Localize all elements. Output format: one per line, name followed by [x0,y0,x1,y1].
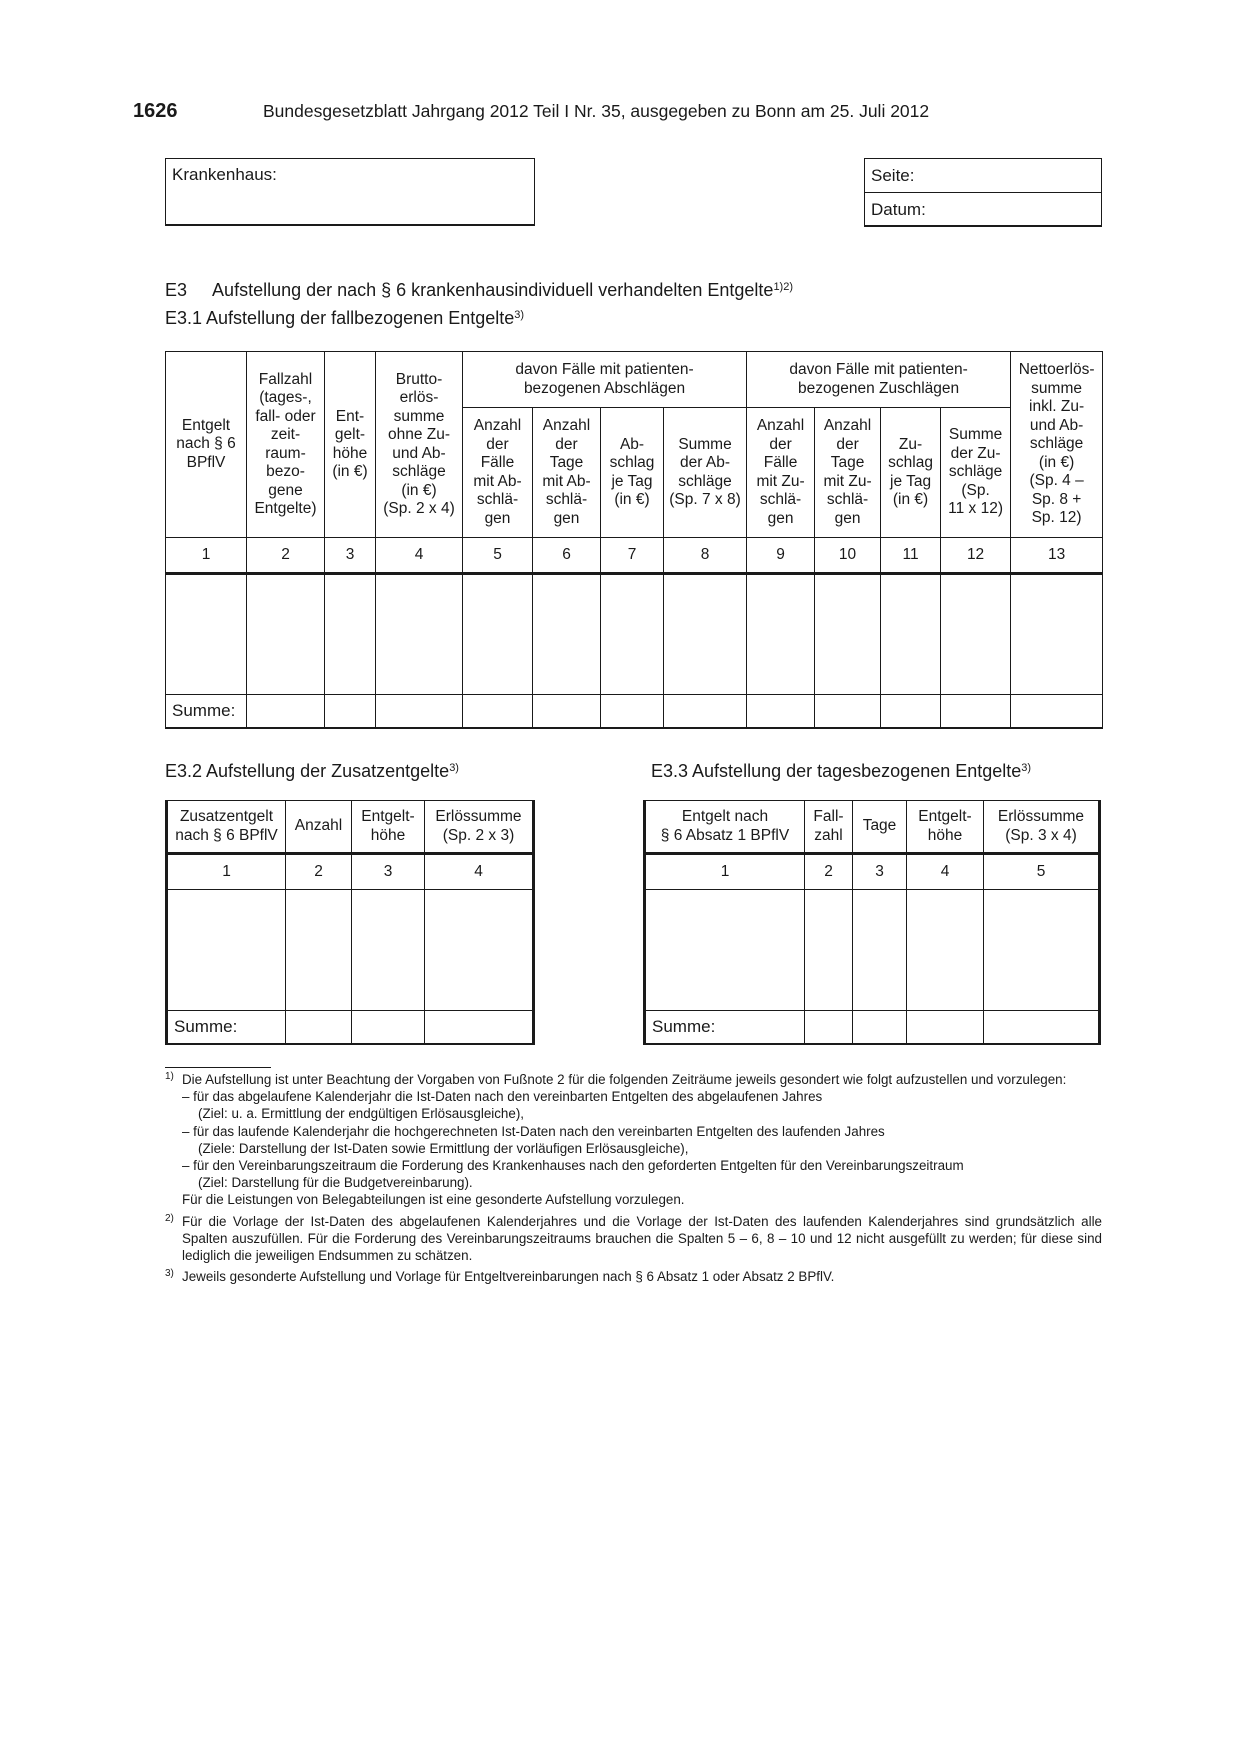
col-header-13: Nettoerlös- summe inkl. Zu- und Ab- schläge (in €) (Sp. 4 – Sp. 8 + Sp. 12) [1011,352,1103,538]
footnote-1-item: (Ziel: u. a. Ermittlung der endgültigen Erlösausgleiche), [198,1106,525,1122]
col-header-4: Brutto- erlös- summe ohne Zu- und Ab- schläge (in €) (Sp. 2 x 4) [376,352,463,538]
entry-cell[interactable] [601,574,664,695]
col-number: 4 [907,854,984,890]
heading-e3-text: Aufstellung der nach § 6 krankenhausindividuell verhandelten Entgelte [212,280,774,300]
sum-cell[interactable] [1011,695,1103,728]
krankenhaus-label: Krankenhaus: [172,165,277,184]
running-title: Bundesgesetzblatt Jahrgang 2012 Teil I Nr. 35, ausgegeben zu Bonn am 25. Juli 2012 [263,101,930,121]
entry-cell[interactable] [941,574,1011,695]
sum-cell[interactable] [463,695,533,728]
table-e32 [165,800,535,1045]
col-number: 10 [815,538,881,574]
sum-cell[interactable] [664,695,747,728]
entry-cell[interactable] [286,890,352,1011]
col-number: 11 [881,538,941,574]
col-number: 9 [747,538,815,574]
entry-cell[interactable] [166,574,247,695]
sum-cell[interactable] [941,695,1011,728]
table-e32-entry-row [167,890,534,1011]
footnote-1-item: – für das abgelaufene Kalenderjahr die Ist-Daten nach den vereinbarten Entgelten des abgelaufenen Jahres [182,1089,823,1105]
krankenhaus-field[interactable] [165,158,535,226]
entry-cell[interactable] [325,574,376,695]
sum-cell[interactable] [352,1011,425,1044]
table-e31-entry-row [166,574,1103,695]
entry-cell[interactable] [167,890,286,1011]
entry-cell[interactable] [815,574,881,695]
entry-cell[interactable] [352,890,425,1011]
heading-e31-ref: 3) [514,309,525,321]
entry-cell[interactable] [881,574,941,695]
datum-field[interactable]: Datum: [865,192,1101,226]
col-header-12: Summe der Zu- schläge (Sp. 11 x 12) [941,408,1011,538]
col-number: 5 [984,854,1100,890]
footnote-3-text: Jeweils gesonderte Aufstellung und Vorlage für Entgeltvereinbarungen nach § 6 Absatz 1 oder Absatz 2 BPflV. [182,1269,835,1285]
footnote-rule [165,1067,271,1068]
col-number: 1 [167,854,286,890]
footnotes [165,1071,1102,1289]
footnote-1-mark: 1) [165,1071,174,1082]
heading-e32 [165,761,459,782]
sum-cell[interactable] [286,1011,352,1044]
col-number: 5 [463,538,533,574]
sum-cell[interactable] [853,1011,907,1044]
footnote-1-item: (Ziele: Darstellung der Ist-Daten sowie Ermittlung der vorläufigen Erlösausgleiche), [198,1140,689,1156]
col-header-11: Zu- schlag je Tag (in €) [881,408,941,538]
entry-cell[interactable] [376,574,463,695]
seite-field[interactable]: Seite: [871,166,915,185]
sum-cell[interactable] [601,695,664,728]
entry-cell[interactable] [247,574,325,695]
sum-cell[interactable] [376,695,463,728]
group-header-zuschlaege: davon Fälle mit patienten- bezogenen Zuschlägen [747,352,1011,408]
footnote-1-item: – für das laufende Kalenderjahr die hochgerechneten Ist-Daten nach den vereinbarten Entgelten des laufenden Jahres [182,1123,885,1139]
sum-cell[interactable] [247,695,325,728]
entry-cell[interactable] [805,890,853,1011]
footnote-2 [165,1213,1102,1265]
heading-e31 [165,308,524,329]
sum-cell[interactable] [815,695,881,728]
footnote-1 [165,1071,1102,1209]
footnote-1-item: – für den Vereinbarungszeitraum die Forderung des Krankenhauses nach den geforderten Entgelten für den Vereinbarungszeitraum [182,1158,964,1174]
table-e33-sum-row [645,1011,1100,1044]
col-header-2: Fall- zahl [805,801,853,854]
heading-e31-text: E3.1 Aufstellung der fallbezogenen Entgelte [165,308,515,328]
footnote-1-item: (Ziel: Darstellung für die Budgetvereinbarung). [198,1175,473,1191]
col-number: 13 [1011,538,1103,574]
col-header-1: Zusatzentgelt nach § 6 BPflV [167,801,286,854]
footnote-2-text: Für die Vorlage der Ist-Daten des abgelaufenen Kalenderjahres und die Vorlage der Ist-Daten des laufenden Kalenderjahres sind grundsätzlich alle Spalten auszufüllen. Für die Forderung des Vereinbarungszeitraums brauchen die Spalten 5 – 6, 8 – 10 und 12 nicht ausgefüllt zu werden; für diese sind lediglich die jeweiligen Endsummen zu schätzen. [182,1213,1102,1264]
summe-label: Summe: [166,695,247,728]
col-number: 3 [325,538,376,574]
entry-cell[interactable] [425,890,534,1011]
entry-cell[interactable] [463,574,533,695]
col-number: 8 [664,538,747,574]
col-header-4: Entgelt- höhe [907,801,984,854]
col-number: 1 [645,854,805,890]
col-number: 2 [286,854,352,890]
col-header-2: Fallzahl (tages-, fall- oder zeit- raum- bezo- gene Entgelte) [247,352,325,538]
table-e33 [643,800,1101,1045]
sum-cell[interactable] [907,1011,984,1044]
footnote-2-mark: 2) [165,1212,174,1224]
col-header-1: Entgelt nach § 6 BPflV [166,352,247,538]
col-header-6: Anzahl der Tage mit Ab- schlä- gen [533,408,601,538]
sum-cell[interactable] [425,1011,534,1044]
col-number: 3 [853,854,907,890]
entry-cell[interactable] [984,890,1100,1011]
footnote-3 [165,1268,1102,1285]
col-header-8: Summe der Ab- schläge (Sp. 7 x 8) [664,408,747,538]
footnote-1-closing: Für die Leistungen von Belegabteilungen ist eine gesonderte Aufstellung vorzulegen. [182,1192,685,1208]
entry-cell[interactable] [664,574,747,695]
heading-e3 [165,280,793,301]
seite-datum-box [864,158,1102,227]
col-header-1: Entgelt nach § 6 Absatz 1 BPflV [645,801,805,854]
col-number: 7 [601,538,664,574]
col-number: 1 [166,538,247,574]
page-number: 1626 [133,100,178,122]
entry-cell[interactable] [533,574,601,695]
table-e33-entry-row [645,890,1100,1011]
table-e31-sum-row [166,695,1103,728]
entry-cell[interactable] [747,574,815,695]
col-number: 4 [376,538,463,574]
sum-cell[interactable] [325,695,376,728]
sum-cell[interactable] [533,695,601,728]
table-e32-sum-row [167,1011,534,1044]
col-header-3: Entgelt- höhe [352,801,425,854]
sum-cell[interactable] [881,695,941,728]
col-number: 12 [941,538,1011,574]
col-header-3: Ent- gelt- höhe (in €) [325,352,376,538]
col-number: 4 [425,854,534,890]
col-number: 2 [247,538,325,574]
table-e31 [165,351,1103,729]
col-header-7: Ab- schlag je Tag (in €) [601,408,664,538]
col-header-9: Anzahl der Fälle mit Zu- schlä- gen [747,408,815,538]
group-header-abschlaege: davon Fälle mit patienten- bezogenen Abschlägen [463,352,747,408]
heading-e3-number: E3 [165,280,188,300]
heading-e33 [651,761,1031,782]
entry-cell[interactable] [907,890,984,1011]
footnote-1-intro: Die Aufstellung ist unter Beachtung der Vorgaben von Fußnote 2 für die folgenden Zeiträume jeweils gesondert wie folgt aufzustellen und vorzulegen: [182,1072,1067,1087]
heading-e32-text: E3.2 Aufstellung der Zusatzentgelte [165,761,450,781]
col-header-2: Anzahl [286,801,352,854]
entry-cell[interactable] [1011,574,1103,695]
summe-label: Summe: [167,1011,286,1044]
sum-cell[interactable] [747,695,815,728]
sum-cell[interactable] [805,1011,853,1044]
col-header-4: Erlössumme (Sp. 2 x 3) [425,801,534,854]
heading-e33-text: E3.3 Aufstellung der tagesbezogenen Entgelte [651,761,1022,781]
heading-e33-ref: 3) [1021,762,1032,774]
col-header-5: Anzahl der Fälle mit Ab- schlä- gen [463,408,533,538]
col-header-5: Erlössumme (Sp. 3 x 4) [984,801,1100,854]
col-number: 3 [352,854,425,890]
heading-e32-ref: 3) [449,762,459,774]
sum-cell[interactable] [984,1011,1100,1044]
col-number: 2 [805,854,853,890]
col-number: 6 [533,538,601,574]
col-header-10: Anzahl der Tage mit Zu- schlä- gen [815,408,881,538]
col-header-3: Tage [853,801,907,854]
summe-label: Summe: [645,1011,805,1044]
footnote-3-mark: 3) [165,1268,174,1280]
entry-cell[interactable] [853,890,907,1011]
entry-cell[interactable] [645,890,805,1011]
heading-e3-refs: 1)2) [773,281,793,293]
